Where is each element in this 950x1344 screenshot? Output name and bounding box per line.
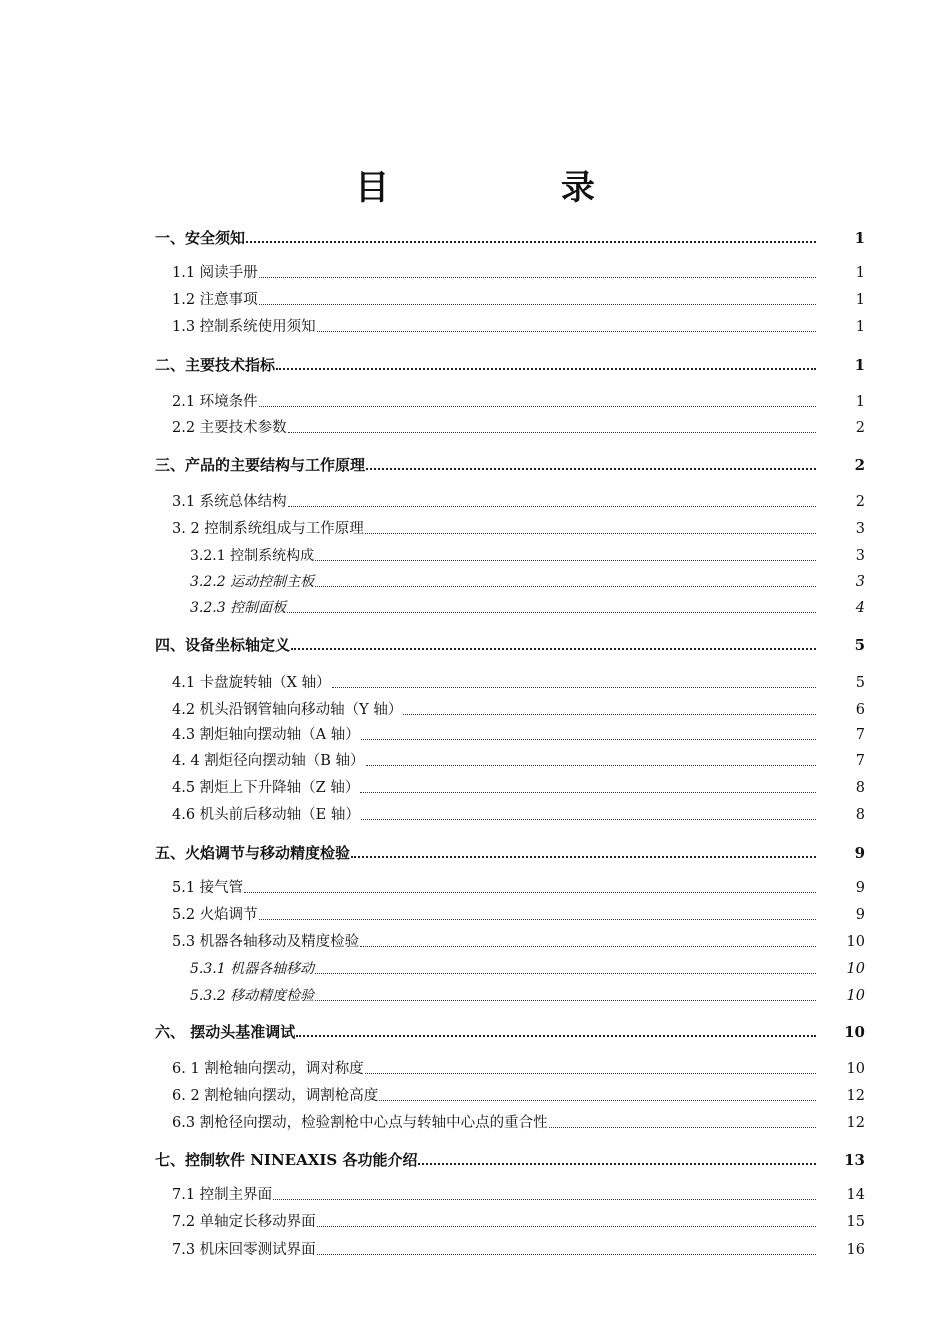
toc-entry-label: 5.3.2 移动精度检验 (190, 988, 315, 1004)
toc-entry-label: 2.2 主要技术参数 (172, 420, 287, 436)
dot-leader (365, 532, 816, 534)
toc-page-number: 10 (846, 934, 865, 950)
toc-entry-label: 7.1 控制主界面 (172, 1187, 273, 1203)
toc-subsection-entry[interactable] (172, 1112, 818, 1134)
toc-entry-label: 7.2 单轴定长移动界面 (172, 1214, 316, 1230)
toc-page-number: 1 (854, 229, 865, 247)
toc-page-number: 1 (855, 292, 865, 308)
toc-entry-label: 三、产品的主要结构与工作原理 (155, 456, 366, 474)
toc-entry-label: 1.3 控制系统使用须知 (172, 319, 316, 335)
dot-leader (288, 505, 816, 507)
toc-section-entry[interactable] (155, 634, 818, 656)
dot-leader (366, 467, 816, 470)
dot-leader (315, 559, 816, 561)
toc-page-number: 16 (846, 1242, 865, 1258)
dot-leader (287, 611, 816, 613)
dot-leader (418, 1162, 816, 1165)
toc-page-number: 2 (855, 420, 865, 436)
dot-leader (360, 791, 816, 793)
dot-leader (317, 330, 816, 332)
toc-entry-label: 5.3.1 机器各轴移动 (190, 961, 315, 977)
toc-entry-label: 3.2.2 运动控制主板 (190, 574, 315, 590)
toc-entry-label: 4.1 卡盘旋转轴（X 轴） (172, 675, 331, 691)
toc-page-number: 5 (855, 675, 865, 691)
toc-page-number: 12 (846, 1115, 865, 1131)
toc-page-number: 1 (855, 265, 865, 281)
toc-page-number: 7 (855, 727, 865, 743)
dot-leader (259, 918, 816, 920)
toc-entry-label: 3.2.1 控制系统构成 (190, 548, 315, 564)
toc-subsection-entry[interactable] (172, 1211, 818, 1233)
toc-subsection-entry[interactable] (190, 597, 818, 619)
toc-entry-label: 4.3 割炬轴向摆动轴（A 轴） (172, 727, 360, 743)
toc-subsection-entry[interactable] (172, 777, 818, 799)
toc-page-number: 7 (855, 753, 865, 769)
toc-subsection-entry[interactable] (172, 672, 818, 694)
toc-subsection-entry[interactable] (172, 931, 818, 953)
toc-page-number: 8 (855, 807, 865, 823)
dot-leader (403, 713, 816, 715)
toc-entry-label: 2.1 环境条件 (172, 394, 258, 410)
toc-entry-label: 5.2 火焰调节 (172, 907, 258, 923)
toc-page-number: 15 (846, 1214, 865, 1230)
dot-leader (291, 647, 816, 650)
dot-leader (332, 686, 816, 688)
toc-page-number: 13 (844, 1151, 865, 1169)
toc-page-number: 10 (846, 988, 865, 1004)
toc-page-number: 2 (855, 494, 865, 510)
toc-entry-label: 3. 2 控制系统组成与工作原理 (172, 521, 364, 537)
dot-leader (315, 999, 816, 1001)
toc-subsection-entry[interactable] (172, 750, 818, 772)
toc-entry-label: 1.1 阅读手册 (172, 265, 258, 281)
toc-subsection-entry[interactable] (190, 545, 818, 567)
toc-section-entry[interactable] (155, 354, 818, 376)
toc-page-number: 9 (855, 907, 865, 923)
toc-subsection-entry[interactable] (172, 1184, 818, 1206)
toc-subsection-entry[interactable] (172, 699, 818, 721)
dot-leader (361, 738, 816, 740)
toc-page-number: 9 (854, 844, 865, 862)
toc-entry-label: 4.2 机头沿钢管轴向移动轴（Y 轴） (172, 702, 403, 718)
toc-subsection-entry[interactable] (172, 289, 818, 311)
toc-page-number: 8 (855, 780, 865, 796)
toc-subsection-entry[interactable] (172, 877, 818, 899)
dot-leader (246, 240, 816, 243)
dot-leader (351, 855, 816, 858)
toc-entry-label: 4.5 割炬上下升降轴（Z 轴） (172, 780, 360, 796)
toc-entry-label: 6. 1 割枪轴向摆动，调对称度 (172, 1061, 364, 1077)
toc-page-number: 3 (855, 521, 865, 537)
toc-entry-label: 1.2 注意事项 (172, 292, 258, 308)
dot-leader (379, 1099, 816, 1101)
toc-page-number: 1 (854, 356, 865, 374)
toc-subsection-entry[interactable] (190, 958, 818, 980)
dot-leader (315, 972, 816, 974)
toc-page-number: 1 (855, 319, 865, 335)
toc-subsection-entry[interactable] (172, 518, 818, 540)
toc-subsection-entry[interactable] (172, 804, 818, 826)
toc-page-number: 3 (855, 574, 865, 590)
dot-leader (276, 367, 816, 370)
toc-entry-label: 一、安全须知 (155, 229, 246, 247)
toc-subsection-entry[interactable] (172, 417, 818, 439)
toc-page-number: 10 (846, 961, 865, 977)
toc-entry-label: 5.1 接气管 (172, 880, 244, 896)
toc-page-number: 14 (846, 1187, 865, 1203)
toc-section-entry[interactable] (155, 842, 818, 864)
dot-leader (315, 585, 816, 587)
toc-subsection-entry[interactable] (172, 1239, 818, 1261)
toc-subsection-entry[interactable] (172, 391, 818, 413)
toc-subsection-entry[interactable] (190, 571, 818, 593)
dot-leader (549, 1126, 816, 1128)
toc-entry-label: 3.2.3 控制面板 (190, 600, 287, 616)
toc-page-number: 2 (854, 456, 865, 474)
toc-page-number: 3 (855, 548, 865, 564)
toc-subsection-entry[interactable] (190, 985, 818, 1007)
toc-entry-label: 6.3 割枪径向摆动，检验割枪中心点与转轴中心点的重合性 (172, 1115, 548, 1131)
dot-leader (259, 405, 816, 407)
toc-section-entry[interactable] (155, 227, 818, 249)
dot-leader (317, 1253, 816, 1255)
toc-subsection-entry[interactable] (172, 316, 818, 338)
toc-entry-label: 6. 2 割枪轴向摆动，调割枪高度 (172, 1088, 379, 1104)
toc-subsection-entry[interactable] (172, 724, 818, 746)
toc-section-entry[interactable] (155, 1149, 818, 1171)
toc-page-number: 12 (846, 1088, 865, 1104)
toc-entry-label: 七、控制软件 NINEAXIS 各功能介绍 (155, 1151, 418, 1169)
dot-leader (366, 764, 816, 766)
toc-page-number: 10 (846, 1061, 865, 1077)
toc-entry-label: 四、设备坐标轴定义 (155, 636, 291, 654)
dot-leader (259, 276, 816, 278)
toc-entry-label: 二、主要技术指标 (155, 356, 276, 374)
toc-entry-label: 4. 4 割炬径向摆动轴（B 轴） (172, 753, 365, 769)
dot-leader (360, 945, 816, 947)
toc-subsection-entry[interactable] (172, 262, 818, 284)
dot-leader (244, 891, 816, 893)
dot-leader (365, 1072, 816, 1074)
toc-page-number: 9 (855, 880, 865, 896)
toc-page-number: 1 (855, 394, 865, 410)
toc-entry-label: 3.1 系统总体结构 (172, 494, 287, 510)
toc-subsection-entry[interactable] (172, 1058, 818, 1080)
toc-entry-label: 4.6 机头前后移动轴（E 轴） (172, 807, 360, 823)
page-title: 目 录 (355, 168, 675, 208)
toc-subsection-entry[interactable] (172, 491, 818, 513)
dot-leader (273, 1198, 816, 1200)
toc-page-number: 5 (854, 636, 865, 654)
dot-leader (296, 1034, 816, 1037)
dot-leader (361, 818, 816, 820)
toc-entry-label: 7.3 机床回零测试界面 (172, 1242, 316, 1258)
toc-page-number: 10 (844, 1023, 865, 1041)
toc-page-number: 6 (855, 702, 865, 718)
toc-subsection-entry[interactable] (172, 1085, 818, 1107)
dot-leader (317, 1225, 816, 1227)
toc-page-number: 4 (855, 600, 865, 616)
toc-subsection-entry[interactable] (172, 904, 818, 926)
toc-entry-label: 5.3 机器各轴移动及精度检验 (172, 934, 360, 950)
dot-leader (288, 431, 816, 433)
toc-section-entry[interactable] (155, 454, 818, 476)
toc-section-entry[interactable] (155, 1021, 818, 1043)
toc-entry-label: 六、 摆动头基准调试 (155, 1023, 296, 1041)
dot-leader (259, 303, 816, 305)
toc-entry-label: 五、火焰调节与移动精度检验 (155, 844, 351, 862)
